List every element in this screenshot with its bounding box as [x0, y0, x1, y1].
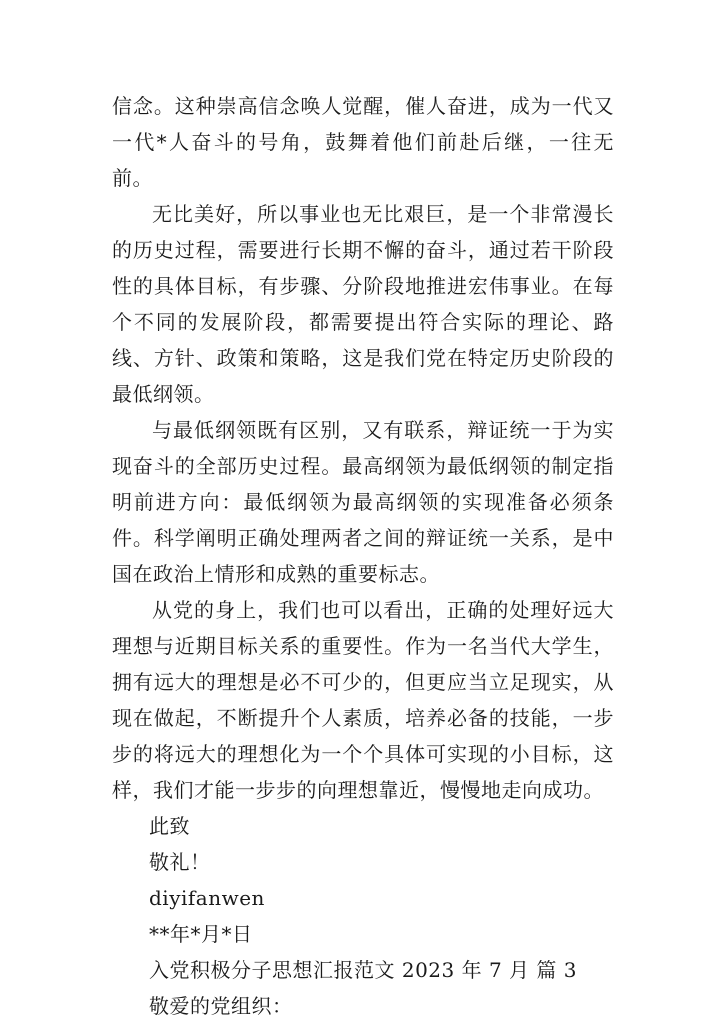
signature-line: diyifanwen [149, 886, 265, 910]
paragraph-1: 信念。这种崇高信念唤人觉醒，催人奋进，成为一代又一代*人奋斗的号角，鼓舞着他们前赴后继，一往无前。 [112, 94, 614, 190]
paragraph-4: 从党的身上，我们也可以看出，正确的处理好远大理想与近期目标关系的重要性。作为一名当代大学生，拥有远大的理想是必不可少的，但更应当立足现实，从现在做起，不断提升个人素质，培养必备的技能，一步步的将远大的理想化为一个个具体可实现的小目标，这样，我们才能一步步的向理想靠近，慢慢地走向成功。 [112, 598, 614, 802]
closing-line: 此致 [149, 814, 190, 838]
salute-line: 敬礼！ [149, 850, 211, 874]
next-article-greeting: 敬爱的党组织： [149, 994, 293, 1018]
paragraph-3: 与最低纲领既有区别，又有联系，辩证统一于为实现奋斗的全部历史过程。最高纲领为最低纲领的制定指明前进方向：最低纲领为最高纲领的实现准备必须条件。科学阐明正确处理两者之间的辩证统一关系，是中国在政治上情形和成熟的重要标志。 [112, 418, 614, 586]
date-line: **年*月*日 [149, 922, 253, 946]
document-body [112, 88, 614, 1024]
next-article-title: 入党积极分子思想汇报范文 2023 年 7 月 篇 3 [149, 958, 577, 982]
paragraph-2: 无比美好，所以事业也无比艰巨，是一个非常漫长的历史过程，需要进行长期不懈的奋斗，通过若干阶段性的具体目标，有步骤、分阶段地推进宏伟事业。在每个不同的发展阶段，都需要提出符合实际的理论、路线、方针、政策和策略，这是我们党在特定历史阶段的最低纲领。 [112, 202, 614, 406]
